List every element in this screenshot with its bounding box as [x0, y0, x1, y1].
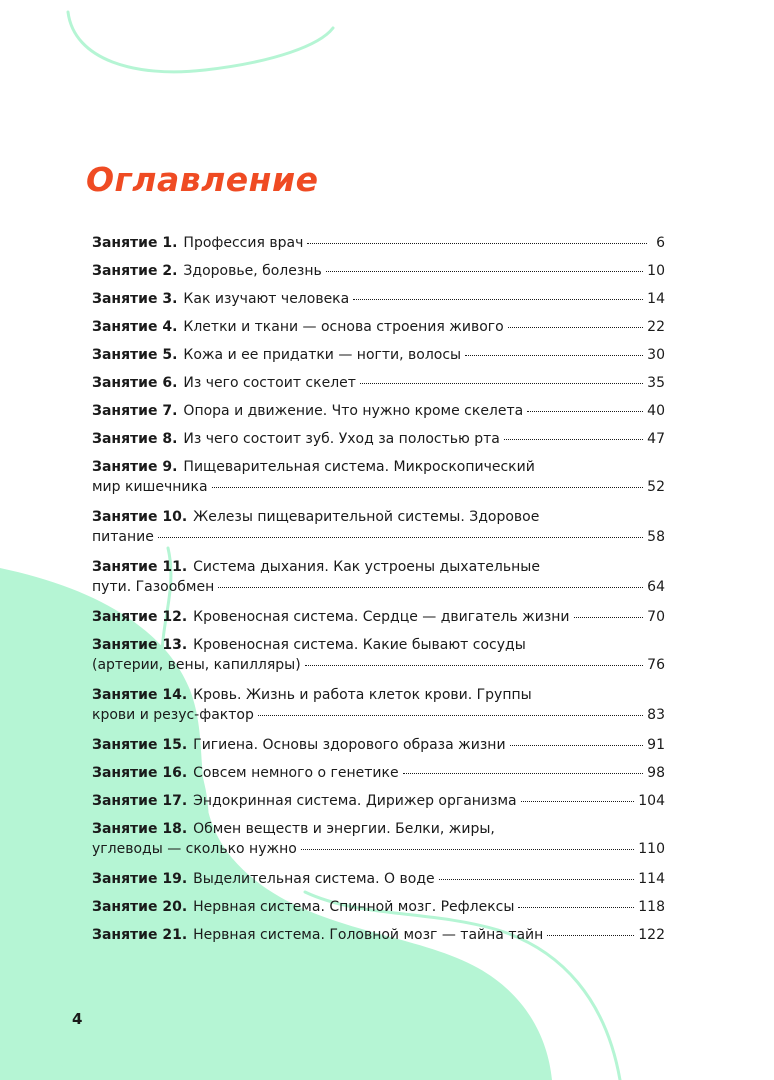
toc-entry-line [92, 791, 665, 811]
toc-lesson-label: Занятие 20. [92, 899, 188, 915]
dot-leader [218, 587, 643, 588]
toc-lesson-title: Здоровье, болезнь [183, 263, 322, 279]
toc-lesson-label: Занятие 17. [92, 793, 188, 809]
toc-lesson-label: Занятие 8. [92, 431, 178, 447]
toc-page-number: 104 [638, 793, 665, 809]
toc-lesson-label: Занятие 7. [92, 403, 178, 419]
toc-entry[interactable] [92, 345, 665, 373]
dot-leader [574, 617, 644, 618]
toc-lesson-title-continued: питание [92, 529, 154, 545]
toc-entry-first-line [92, 819, 665, 839]
dot-leader [258, 715, 643, 716]
dot-leader [353, 299, 643, 300]
toc-page-number: 58 [647, 529, 665, 545]
toc-lesson-title: Система дыхания. Как устроены дыхательные [193, 559, 540, 575]
toc-lesson-label: Занятие 9. [92, 459, 178, 475]
toc-page-number: 110 [638, 841, 665, 857]
toc-entry[interactable] [92, 457, 665, 507]
toc-page-number: 91 [647, 737, 665, 753]
toc-page-number: 14 [647, 291, 665, 307]
toc-lesson-title: Опора и движение. Что нужно кроме скелета [183, 403, 524, 419]
toc-lesson-title: Клетки и ткани — основа строения живого [183, 319, 504, 335]
toc-lesson-label: Занятие 12. [92, 609, 188, 625]
toc-lesson-title: Выделительная система. О воде [193, 871, 435, 887]
toc-lesson-title: Кровь. Жизнь и работа клеток крови. Группы [193, 687, 532, 703]
toc-lesson-label: Занятие 19. [92, 871, 188, 887]
toc-entry[interactable] [92, 735, 665, 763]
toc-lesson-label: Занятие 6. [92, 375, 178, 391]
toc-lesson-label: Занятие 1. [92, 235, 178, 251]
table-of-contents [92, 233, 665, 953]
dot-leader [305, 665, 644, 666]
toc-lesson-label: Занятие 15. [92, 737, 188, 753]
toc-entry[interactable] [92, 791, 665, 819]
toc-entry[interactable] [92, 261, 665, 289]
toc-page-number: 76 [647, 657, 665, 673]
toc-entry-second-line [92, 477, 665, 497]
toc-entry[interactable] [92, 685, 665, 735]
dot-leader [326, 271, 643, 272]
toc-lesson-title: Кровеносная система. Какие бывают сосуды [193, 637, 526, 653]
toc-lesson-title: Кровеносная система. Сердце — двигатель жизни [193, 609, 570, 625]
toc-lesson-title: Пищеварительная система. Микроскопический [183, 459, 535, 475]
dot-leader [360, 383, 643, 384]
toc-entry-line [92, 925, 665, 945]
toc-entry[interactable] [92, 401, 665, 429]
toc-entry-line [92, 373, 665, 393]
toc-entry-line [92, 763, 665, 783]
toc-page-number: 35 [647, 375, 665, 391]
toc-entry-line [92, 607, 665, 627]
dot-leader [508, 327, 643, 328]
toc-entry-line [92, 429, 665, 449]
toc-page-number: 118 [638, 899, 665, 915]
toc-lesson-title-continued: пути. Газообмен [92, 579, 215, 595]
toc-page-number: 22 [647, 319, 665, 335]
toc-lesson-title-continued: крови и резус-фактор [92, 707, 254, 723]
toc-page-number: 52 [647, 479, 665, 495]
toc-page-number: 122 [638, 927, 665, 943]
dot-leader [527, 411, 643, 412]
toc-entry[interactable] [92, 869, 665, 897]
toc-lesson-label: Занятие 3. [92, 291, 178, 307]
toc-lesson-title: Эндокринная система. Дирижер организма [193, 793, 517, 809]
toc-entry-line [92, 289, 665, 309]
toc-lesson-title-continued: углеводы — сколько нужно [92, 841, 297, 857]
toc-entry[interactable] [92, 897, 665, 925]
toc-entry[interactable] [92, 317, 665, 345]
toc-page-number: 64 [647, 579, 665, 595]
toc-entry[interactable] [92, 557, 665, 607]
toc-entry-second-line [92, 527, 665, 547]
toc-lesson-label: Занятие 18. [92, 821, 188, 837]
toc-lesson-title: Нервная система. Головной мозг — тайна тайн [193, 927, 544, 943]
toc-entry[interactable] [92, 233, 665, 261]
dot-leader [504, 439, 643, 440]
toc-page-number: 10 [647, 263, 665, 279]
toc-entry[interactable] [92, 819, 665, 869]
toc-lesson-label: Занятие 5. [92, 347, 178, 363]
toc-lesson-title: Профессия врач [183, 235, 304, 251]
toc-entry-line [92, 233, 665, 253]
toc-entry-first-line [92, 457, 665, 477]
toc-lesson-title: Нервная система. Спинной мозг. Рефлексы [193, 899, 515, 915]
toc-lesson-label: Занятие 10. [92, 509, 188, 525]
toc-lesson-title: Из чего состоит зуб. Уход за полостью рта [183, 431, 500, 447]
toc-entry[interactable] [92, 925, 665, 953]
toc-entry-line [92, 897, 665, 917]
toc-lesson-label: Занятие 4. [92, 319, 178, 335]
dot-leader [465, 355, 643, 356]
toc-page-number: 30 [647, 347, 665, 363]
toc-entry-first-line [92, 685, 665, 705]
toc-entry-line [92, 345, 665, 365]
toc-entry[interactable] [92, 507, 665, 557]
toc-page-number: 83 [647, 707, 665, 723]
toc-lesson-label: Занятие 13. [92, 637, 188, 653]
toc-lesson-title-continued: (артерии, вены, капилляры) [92, 657, 301, 673]
toc-entry-line [92, 401, 665, 421]
dot-leader [301, 849, 634, 850]
toc-entry[interactable] [92, 607, 665, 635]
toc-lesson-title: Кожа и ее придатки — ногти, волосы [183, 347, 462, 363]
toc-page-number: 114 [638, 871, 665, 887]
toc-entry-second-line [92, 655, 665, 675]
toc-entry-first-line [92, 635, 665, 655]
toc-page-number: 98 [647, 765, 665, 781]
toc-entry[interactable] [92, 429, 665, 457]
top-swoosh-curve [68, 12, 333, 72]
dot-leader [158, 537, 643, 538]
toc-page-number: 6 [656, 235, 665, 251]
dot-leader [521, 801, 635, 802]
dot-leader [212, 487, 644, 488]
toc-lesson-label: Занятие 14. [92, 687, 188, 703]
toc-lesson-title: Гигиена. Основы здорового образа жизни [193, 737, 506, 753]
toc-entry[interactable] [92, 635, 665, 685]
toc-lesson-title: Обмен веществ и энергии. Белки, жиры, [193, 821, 495, 837]
toc-entry-second-line [92, 839, 665, 859]
toc-page-number: 40 [647, 403, 665, 419]
toc-entry[interactable] [92, 289, 665, 317]
toc-lesson-label: Занятие 16. [92, 765, 188, 781]
page-title: Оглавление [86, 160, 319, 199]
page-number: 4 [72, 1010, 83, 1028]
dot-leader [510, 745, 644, 746]
toc-entry-line [92, 869, 665, 889]
toc-entry-second-line [92, 705, 665, 725]
dot-leader [307, 243, 647, 244]
toc-entry-first-line [92, 507, 665, 527]
toc-lesson-label: Занятие 11. [92, 559, 188, 575]
toc-entry-first-line [92, 557, 665, 577]
toc-lesson-label: Занятие 21. [92, 927, 188, 943]
toc-page-number: 47 [647, 431, 665, 447]
toc-lesson-title: Из чего состоит скелет [183, 375, 356, 391]
toc-entry-line [92, 735, 665, 755]
toc-entry-second-line [92, 577, 665, 597]
toc-entry-line [92, 261, 665, 281]
toc-lesson-title-continued: мир кишечника [92, 479, 208, 495]
toc-lesson-label: Занятие 2. [92, 263, 178, 279]
dot-leader [403, 773, 644, 774]
toc-entry[interactable] [92, 373, 665, 401]
toc-entry-line [92, 317, 665, 337]
toc-page-number: 70 [647, 609, 665, 625]
dot-leader [439, 879, 635, 880]
toc-lesson-title: Железы пищеварительной системы. Здоровое [193, 509, 540, 525]
toc-lesson-title: Совсем немного о генетике [193, 765, 399, 781]
dot-leader [547, 935, 634, 936]
toc-lesson-title: Как изучают человека [183, 291, 350, 307]
dot-leader [518, 907, 634, 908]
toc-entry[interactable] [92, 763, 665, 791]
